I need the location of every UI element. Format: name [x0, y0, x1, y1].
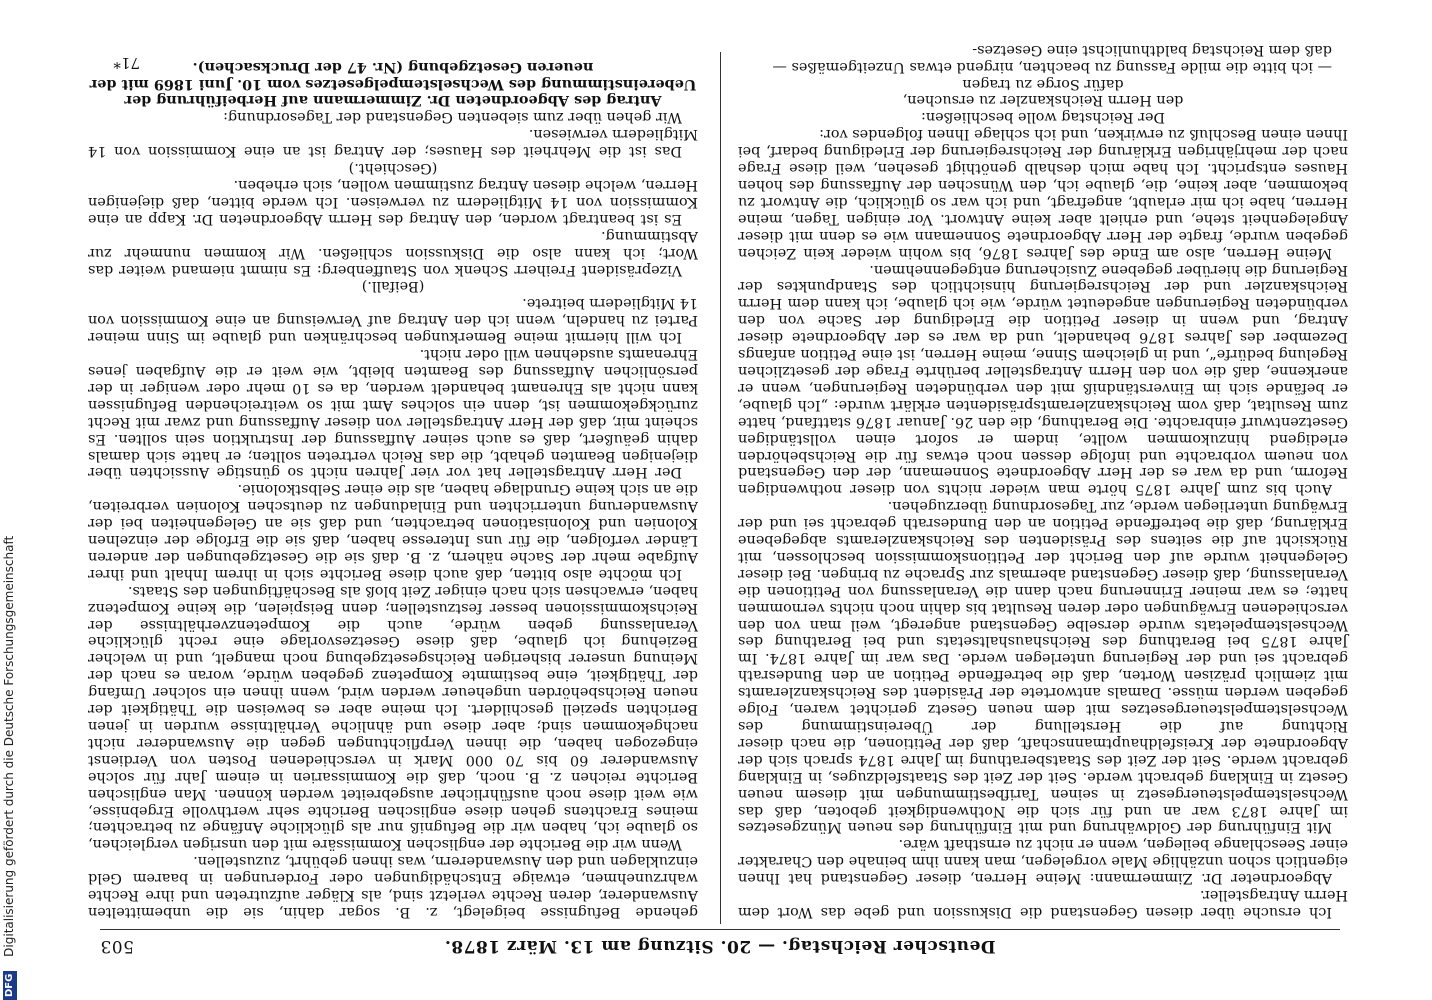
paragraph: Ich will hiermit meine Bemerkungen beschränken und glaube im Sinn meiner Partei zu handeln, wenn ich den Antrag auf Verweisung an eine Kommission von 14 Mitgliedern beitrete.	[88, 295, 698, 346]
paragraph: Der Herr Antragsteller hat vor vier Jahren nicht so günstige Aussichten über diejenigen Beamten gehabt, die das Reich vertreten sollten; er hatte sich damals dahin geäußert, daß es auch seiner Auffassung der Instruktion sein sollten. Es scheint mir, daß der Herr Antragsteller von dieser Auffassung und zwar mit Recht zurückgekommen ist, denn ein solches Amt mit so weitreichenden Befugnissen kann nicht als Ehrenamt behandelt werden, da es 10 mehr oder weniger in der persönlichen Auffassung des Beamten bleibt, wie weit er die Aufgaben jenes Ehrenamts ausdehnen will oder nicht.	[88, 346, 698, 481]
motion-line: Der Reichstag wolle beschließen:	[921, 109, 1166, 126]
paragraph: Ich möchte also bitten, daß auch diese Berichte sich in ihrem Inhalt und ihrer Aufgabe mehr der Sache nähern, z. B. daß sie die Gesetzgebungen der anderen Länder verfolgen, die für uns Interesse haben, daß sie die Erfolge der einzelnen Kolonien und Kolonisationen betrachten, und daß sie an Gelegenheiten bei der Auswanderung unterrichten und Einladungen zu deutschen Kolonien verbreiten, die an sich keine Grundlage haben, als die einer Selbstkolonie.	[88, 481, 698, 582]
left-column	[738, 41, 1348, 920]
column-divider	[720, 52, 721, 924]
paragraph: Es ist beantragt worden, den Antrag des Herrn Abgeordneten Dr. Kapp an eine Kommission von 14 Mitgliedern zu verweisen. Ich werde bitten, daß diejenigen Herren, welche diesen Antrag zustimmen wollen, sich erheben.	[88, 177, 698, 227]
credit-text: Digitalisierung gefördert durch die Deutsche Forschungsgemeinschaft	[2, 535, 16, 957]
digitization-credit	[2, 0, 20, 1000]
paragraph: Mit Einführung der Goldwährung und mit Einführung des neuen Münzgesetzes im Jahre 1873 war an und für sich die Nothwendigkeit geboten, daß das Wechselstempelsteuergesetz in seinen Tarifbestimmungen mit diesem neuen Gesetz in Einklang gebracht werde. Seit der Zeit des Staatsfeldzuges, in Einklang gebracht werde. Seit der Zeit des Staatsberathung im Jahre 1874 sprach sich der Abgeordnete der Kreisfeldhauptmannschaft, daß der Petitionen, die nach dieser Richtung auf die Herstellung der Übereinstimmung des Wechselstempelsteuergesetzes mit dem neuen Gesetz gerichtet waren, Folge gegeben werden müsse. Damals antwortete der Präsident des Reichskanzleramts mit ziemlich präzisen Worten, daß die betreffende Petition an den Bundesrath gebracht sei und der Regierung unterlegen werde. Das war im Jahre 1874. Im Jahre 1875 bei Berathung des Reichshaushaltsetats und bei Berathung des Wechselstempeletats wurde derselbe Gegenstand angeregt, weil man von den verschiedenen Erwägungen oder deren Resultat bis dahin noch nichts vernommen hatte; es war meiner Erinnerung nach dann die Veranlassung von Petitionen die Veranlassung, daß dieser Gegenstand abermals zur Sprache zu bringen. Bei dieser Gelegenheit wurde auf den Bericht der Petitionskommission beschlossen, mit Rücksicht auf die seitens des Präsidenten des Reichskanzleramts abgegebene Erklärung, daß die betreffende Petition an den Bundesrath gebracht sei und der Erwägung unterliegen werde, zur Tagesordnung überzugehen.	[738, 498, 1348, 836]
page-number: 503	[100, 936, 134, 956]
paragraph: Wir gehen über zum siebenten Gegenstand der Tagesordnung:	[223, 109, 682, 126]
paragraph: Abgeordneter Dr. Zimmermann: Meine Herren, dieser Gegenstand hat Ihnen eigentlich schon unzählige Male vorgelegen, man kann ihm beinahe den Charakter einer Seeschlange beilegen, wenn er nicht zu ernsthaft wäre.	[738, 836, 1348, 887]
paragraph: Meine Herren, also am Ende des Jahres 1876, bis wohin wieder kein Zeichen gegeben wurde, fragte der Herr Abgeordnete Sonnemann wie es denn mit dieser Angelegenheit stehe, und erhielt aber keine Antwort. Vor einigen Tagen, meine Herren, habe ich mir erlaubt, angefragt, und ich war so glücklich, die Antwort zu bekommen, aber keine, die, glaube ich, den Wünschen der Auffassung des hohen Hauses entspricht. Ich habe mich deshalb genöthigt gesehen, weil diese Frage nach der mehrjährigen Erklärung der Reichsregierung der Erledigung bedarf, bei Ihnen einen Beschluß zu erwirken, und ich schlage Ihnen folgendes vor:	[738, 126, 1348, 261]
dfg-logo: DFG	[3, 971, 17, 1000]
motion-line: dafür Sorge zu tragen	[962, 75, 1124, 92]
stage-direction: (Geschieht.)	[348, 160, 438, 177]
running-header	[100, 929, 1340, 956]
paragraph: Ich ersuche über diesen Gegenstand die Diskussion und gebe das Wort dem Herrn Antragsteller.	[738, 887, 1348, 920]
stage-direction: (Beifall.)	[361, 278, 425, 295]
header-title: Deutscher Reichstag. — 20. Sitzung am 13. März 1878.	[444, 936, 996, 956]
signature-mark: 71*	[113, 54, 140, 72]
paragraph: Auch bis zum Jahre 1875 hörte man wieder nichts von dieser nothwendigen Reform, und da war es der Herr Abgeordnete Sonnemann, der den Gegenstand von neuem vorbrachte und infolge dessen noch etwas für die Reichsbehörden erledigend hinzukommen wollte, indem er sofort einen vollständigen Gesetzentwurf einbrachte. Die Berathung, die den 26. Januar 1876 stattfand, hatte zum Resultat, daß vom Reichskanzleramtspräsidenten erklärt wurde: „Ich glaube, er befände sich im Einverständniß mit den verbündeten Regierungen, wenn er anerkenne, daß die von den Herrn Antragsteller berührte Frage der gesetzlichen Regelung bedürfe“, und in gleichem Sinne, meine Herren, ist eine Petition anfangs Dezember des Jahres 1876 behandelt, und da war es der Abgeordnete dieser Antrag, und wenn in dieser Petition die Erledigung der Sache von den verbündeten Regierungen angedeutet würde, wie ich glaube, ich kann dem Herrn Reichskanzler und der Reichsregierung hinsichtlich des Standpunktes der Regierung die hierüber gegebene Zusicherung entgegennehmen.	[738, 261, 1348, 498]
paragraph: Vizepräsident Freiherr Schenk von Stauffenberg: Es nimmt niemand weiter das Wort; ich kann also die Diskussion schließen. Wir kommen nunmehr zur Abstimmung.	[88, 227, 698, 278]
paragraph: daß dem Reichstag baldthunlichst eine Gesetzes-	[972, 41, 1332, 58]
rotated-page-content	[40, 41, 1400, 964]
paragraph: — ich bitte die milde Fassung zu beachten, nirgend etwas Unzeitgemäßes —	[772, 58, 1332, 75]
motion-line: den Herrn Reichskanzler zu ersuchen,	[902, 92, 1184, 109]
paragraph: Wenn wir die Berichte der englischen Kommissäre mit den unsrigen vergleichen, so glaube ich, haben wir die Befugniß nur als glückliche Anfänge zu betrachten; meines Erachtens gehen diese englischen Berichte sehr werthvolle Ergebnisse, wie weit diese noch ausführlicher ausgebreitet werden können. Man englischen Berichte reichen z. B. noch, daß die Kommissarien in einem Jahr für solche Auswanderer 60 bis 70 000 Mark in verschiedenen Posten von Verdienst eingezogen haben, die ihnen Verpflichtungen gegen die Auswanderer nicht nachgekommen sind; aber diese und ähnliche Verhältnisse wurden in jenen Berichten speziell geschildert. Ich meine aber es beweisen die Thätigkeit der neuen Reichsbehörden ungeheuer werden wird, wenn ihnen ein solcher Umfang der Thätigkeit, eine bestimmte Kompetenz gegeben würde, woran es nach der Meinung unserer bisherigen Reichsgesetzgebung noch mangelt, und in welcher Beziehung ich glaube, daß diese Gesetzesvorlage eine recht glückliche Veranlassung geben würde, auch die Kompetenzverhältnisse der Reichskommissionen besser festzustellen; denn Beispielen, die keine Kompetenz haben, erwachsen sich nach einiger Zeit bloß als Beschäftigungen des Staats.	[88, 582, 698, 853]
agenda-item-title: Antrag des Abgeordneten Dr. Zimmermann auf Herbeiführung der Uebereinstimmung des Wechselstempelgesetzes vom 10. Juni 1869 mit der neueren Gesetzgebung (Nr. 47 der Drucksachen).	[89, 58, 697, 110]
paragraph: Das ist die Mehrheit des Hauses; der Antrag ist an eine Kommission von 14 Mitgliedern verwiesen.	[88, 126, 698, 160]
paragraph: gehende Befugnisse beigelegt, z. B. sogar dahin, sie die unbemittelten Auswanderer, deren Rechte verletzt sind, als Kläger aufzutreten und ihre Rechte wahrzunehmen, etwaige Entschädigungen oder Forderungen in baarem Geld einzuklagen und den Auswanderern, was ihnen gebührt, zuzustellen.	[88, 853, 698, 920]
right-column	[88, 58, 698, 920]
